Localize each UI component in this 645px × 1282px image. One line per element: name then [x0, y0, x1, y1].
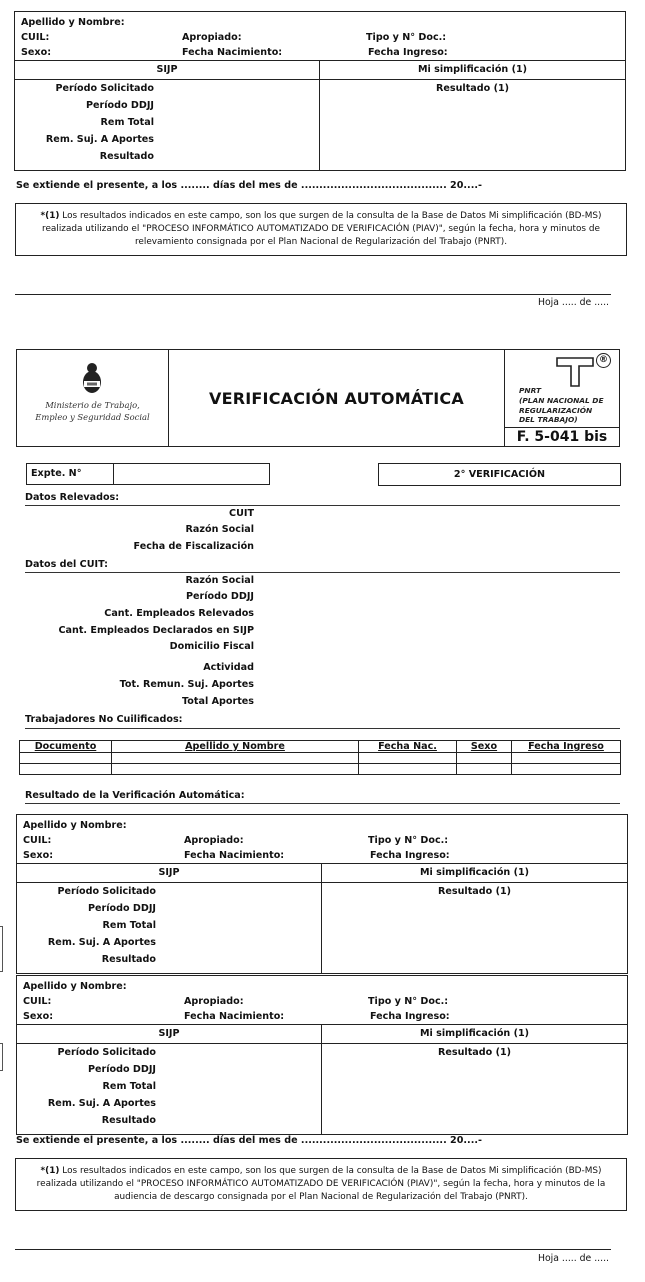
datos-cuit-title: Datos del CUIT:	[25, 559, 108, 570]
mis-column-header: Mi simplificación (1)	[419, 1028, 530, 1039]
table-header-row	[20, 741, 621, 753]
section-rule	[25, 803, 620, 804]
sijp-column-header: SIJP	[15, 61, 320, 79]
apellido-nombre-label: Apellido y Nombre:	[23, 820, 127, 831]
mis-resultado-label: Resultado (1)	[435, 83, 510, 94]
cell[interactable]	[112, 764, 359, 775]
page-title: VERIFICACIÓN AUTOMÁTICA	[209, 388, 464, 408]
apropiado-label: Apropiado:	[184, 996, 244, 1007]
sexo-label: Sexo:	[21, 47, 52, 58]
form-header	[16, 349, 620, 447]
periodo-ddjj-label: Período DDJJ	[85, 100, 154, 111]
fecha-nacimiento-label: Fecha Nacimiento:	[184, 850, 285, 861]
table-row	[20, 764, 621, 775]
razon-social-label: Razón Social	[185, 575, 254, 586]
tipo-doc-label: Tipo y N° Doc.:	[368, 835, 449, 846]
worker-result-block-1	[14, 11, 626, 171]
mis-column-header: Mi simplificación (1)	[419, 867, 530, 878]
col-documento: Documento	[20, 741, 112, 753]
section-rule	[25, 505, 620, 506]
col-fecha-ingreso: Fecha Ingreso	[512, 741, 621, 753]
rem-suj-aportes-label: Rem. Suj. A Aportes	[47, 1098, 156, 1109]
cell[interactable]	[457, 764, 512, 775]
rem-suj-aportes-label: Rem. Suj. A Aportes	[47, 937, 156, 948]
periodo-ddjj-label: Período DDJJ	[87, 903, 156, 914]
mis-resultado-label: Resultado (1)	[437, 886, 512, 897]
section-rule	[25, 728, 620, 729]
margin-mark	[0, 1043, 3, 1071]
footnote-text: Los resultados indicados en este campo, son los que surgen de la consulta de la Base de Datos Mi simplificación (BD-MS) realizada utilizando el "PROCESO INFORMÁTICO AUTOMATIZADO DE VERIFICACIÓN (PIAV)", según la fecha, hora y minutos de relevamiento consignada por el Plan Nacional de Regularización del Trabajo (PNRT).	[42, 211, 602, 247]
cell[interactable]	[359, 764, 457, 775]
total-aportes-label: Total Aportes	[182, 696, 254, 707]
signature-rule	[15, 294, 611, 295]
footnote-marker: *(1)	[40, 1166, 60, 1176]
rem-suj-aportes-label: Rem. Suj. A Aportes	[45, 134, 154, 145]
tipo-doc-label: Tipo y N° Doc.:	[368, 996, 449, 1007]
rem-total-label: Rem Total	[102, 1081, 156, 1092]
periodo-solicitado-label: Período Solicitado	[57, 1047, 156, 1058]
fecha-fiscalizacion-label: Fecha de Fiscalización	[133, 541, 254, 552]
cell[interactable]	[512, 764, 621, 775]
periodo-solicitado-label: Período Solicitado	[55, 83, 154, 94]
pnrt-line-3: REGULARIZACIÓN	[519, 405, 593, 415]
datos-relevados-title: Datos Relevados:	[25, 492, 120, 503]
cell[interactable]	[20, 753, 112, 764]
cell[interactable]	[359, 753, 457, 764]
coat-of-arms-icon	[81, 362, 103, 394]
apellido-nombre-label: Apellido y Nombre:	[23, 981, 127, 992]
expediente-field	[26, 463, 270, 485]
page-counter: Hoja ..... de .....	[538, 1253, 609, 1264]
pnrt-logo	[504, 350, 619, 428]
domicilio-fiscal-label: Domicilio Fiscal	[169, 641, 254, 652]
cuil-label: CUIL:	[23, 996, 52, 1007]
rem-total-label: Rem Total	[100, 117, 154, 128]
ministry-line-1: Ministerio de Trabajo,	[45, 400, 140, 410]
ministry-logo	[17, 350, 169, 446]
resultado-label: Resultado	[99, 151, 154, 162]
date-line: Se extiende el presente, a los ........ días del mes de ........................................ 20....-	[16, 180, 482, 191]
registered-mark: ®	[596, 353, 611, 368]
ministry-line-2: Empleo y Seguridad Social	[35, 412, 150, 422]
section-rule	[25, 572, 620, 573]
pnrt-t-icon	[555, 356, 595, 388]
cell[interactable]	[512, 753, 621, 764]
worker-result-block-2	[16, 814, 628, 974]
resultado-label: Resultado	[101, 1115, 156, 1126]
cuil-label: CUIL:	[23, 835, 52, 846]
pnrt-line-2: (PLAN NACIONAL DE	[519, 395, 604, 405]
workers-table	[19, 740, 621, 775]
resultado-label: Resultado	[101, 954, 156, 965]
apropiado-label: Apropiado:	[182, 32, 242, 43]
trabajadores-title: Trabajadores No Cuilificados:	[25, 714, 183, 725]
col-apellido-nombre: Apellido y Nombre	[112, 741, 359, 753]
cuit-label: CUIT	[229, 508, 254, 519]
date-line: Se extiende el presente, a los ........ días del mes de ........................................ 20....-	[16, 1135, 482, 1146]
footnote-box	[15, 203, 627, 256]
signature-rule	[15, 1249, 611, 1250]
fecha-ingreso-label: Fecha Ingreso:	[370, 850, 450, 861]
verification-badge: 2° VERIFICACIÓN	[378, 463, 621, 486]
table-row	[20, 753, 621, 764]
mis-column-header: Mi simplificación (1)	[417, 64, 528, 75]
resultado-title: Resultado de la Verificación Automática:	[25, 790, 245, 801]
pnrt-text	[519, 386, 604, 425]
periodo-ddjj-label: Período DDJJ	[87, 1064, 156, 1075]
fecha-nacimiento-label: Fecha Nacimiento:	[182, 47, 283, 58]
apropiado-label: Apropiado:	[184, 835, 244, 846]
rem-total-label: Rem Total	[102, 920, 156, 931]
fecha-nacimiento-label: Fecha Nacimiento:	[184, 1011, 285, 1022]
periodo-ddjj-label: Período DDJJ	[185, 591, 254, 602]
sexo-label: Sexo:	[23, 850, 54, 861]
cell[interactable]	[20, 764, 112, 775]
apellido-nombre-label: Apellido y Nombre:	[21, 17, 125, 28]
margin-mark	[0, 926, 3, 972]
tot-remun-label: Tot. Remun. Suj. Aportes	[119, 679, 254, 690]
col-fecha-nac: Fecha Nac.	[359, 741, 457, 753]
worker-result-block-3	[16, 975, 628, 1135]
actividad-label: Actividad	[203, 662, 254, 673]
page-counter: Hoja ..... de .....	[538, 297, 609, 308]
cell[interactable]	[457, 753, 512, 764]
periodo-solicitado-label: Período Solicitado	[57, 886, 156, 897]
sijp-column-header: SIJP	[17, 1025, 322, 1043]
pnrt-line-1: PNRT	[519, 386, 542, 395]
cant-empleados-declarados-label: Cant. Empleados Declarados en SIJP	[58, 625, 254, 636]
footnote-marker: *(1)	[40, 211, 60, 221]
razon-social-label: Razón Social	[185, 524, 254, 535]
col-sexo: Sexo	[457, 741, 512, 753]
cant-empleados-relevados-label: Cant. Empleados Relevados	[104, 608, 254, 619]
cuil-label: CUIL:	[21, 32, 50, 43]
sexo-label: Sexo:	[23, 1011, 54, 1022]
footnote-text: Los resultados indicados en este campo, son los que surgen de la consulta de la Base de Datos Mi simplificación (BD-MS) realizada utilizando el "PROCESO INFORMÁTICO AUTOMATIZADO DE VERIFICACIÓN (PIAV)", según la fecha, hora y minutos de la audiencia de descargo consignada por el Plan Nacional de Regularización del Trabajo (PNRT).	[36, 1166, 606, 1202]
fecha-ingreso-label: Fecha Ingreso:	[368, 47, 448, 58]
form-code: F. 5-041 bis	[504, 428, 619, 446]
expediente-label: Expte. N°	[27, 464, 114, 484]
cell[interactable]	[112, 753, 359, 764]
sijp-column-header: SIJP	[17, 864, 322, 882]
fecha-ingreso-label: Fecha Ingreso:	[370, 1011, 450, 1022]
mis-resultado-label: Resultado (1)	[437, 1047, 512, 1058]
tipo-doc-label: Tipo y N° Doc.:	[366, 32, 447, 43]
footnote-box	[15, 1158, 627, 1211]
pnrt-line-4: DEL TRABAJO)	[519, 415, 578, 425]
expediente-input[interactable]	[115, 464, 268, 484]
